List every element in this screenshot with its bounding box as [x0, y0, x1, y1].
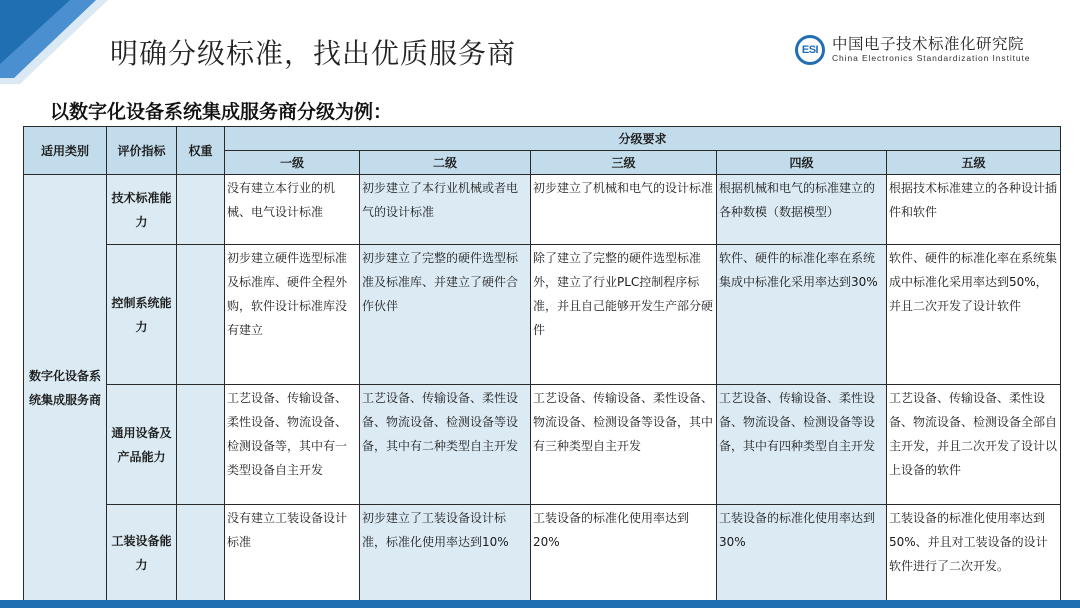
header-requirements: 分级要求	[225, 127, 1061, 151]
header-level-1: 一级	[225, 151, 360, 175]
weight-cell	[177, 245, 225, 385]
table-row	[24, 385, 1061, 505]
logo-name-en: China Electronics Standardization Institute	[832, 53, 1031, 63]
level-3-cell: 工装设备的标准化使用率达到20%	[531, 505, 717, 601]
header-indicator: 评价指标	[107, 127, 177, 175]
level-3-cell: 工艺设备、传输设备、柔性设备、物流设备、检测设备等设备，其中有三种类型自主开发	[531, 385, 717, 505]
category-cell: 数字化设备系统集成服务商	[24, 175, 107, 601]
corner-accent-decoration	[0, 0, 120, 88]
weight-cell	[177, 505, 225, 601]
table-row	[24, 505, 1061, 601]
header-weight: 权重	[177, 127, 225, 175]
logo-mark-text: ESI	[801, 44, 819, 56]
level-5-cell: 工艺设备、传输设备、柔性设备、物流设备、检测设备全部自主开发，并且二次开发了设计以上设备的软件	[887, 385, 1061, 505]
indicator-cell: 技术标准能力	[107, 175, 177, 245]
header-level-2: 二级	[360, 151, 531, 175]
header-level-3: 三级	[531, 151, 717, 175]
level-3-cell: 初步建立了机械和电气的设计标准	[531, 175, 717, 245]
header-category: 适用类别	[24, 127, 107, 175]
slide-title: 明确分级标准，找出优质服务商	[110, 37, 517, 70]
level-1-cell: 没有建立本行业的机械、电气设计标准	[225, 175, 360, 245]
level-4-cell: 根据机械和电气的标准建立的各种数模（数据模型）	[717, 175, 887, 245]
level-5-cell: 根据技术标准建立的各种设计插件和软件	[887, 175, 1061, 245]
slide-subtitle: 以数字化设备系统集成服务商分级为例：	[50, 101, 393, 123]
level-2-cell: 初步建立了工装设备设计标准，标准化使用率达到10%	[360, 505, 531, 601]
level-5-cell: 软件、硬件的标准化率在系统集成中标准化采用率达到50%，并且二次开发了设计软件	[887, 245, 1061, 385]
esi-logo-icon	[795, 35, 825, 65]
header-level-5: 五级	[887, 151, 1061, 175]
header-level-4: 四级	[717, 151, 887, 175]
level-2-cell: 工艺设备、传输设备、柔性设备、物流设备、检测设备等设备，其中有二种类型自主开发	[360, 385, 531, 505]
bottom-accent-bar	[0, 600, 1080, 608]
institute-logo	[795, 35, 1030, 65]
grading-table-wrapper	[23, 126, 1060, 600]
level-4-cell: 软件、硬件的标准化率在系统集成中标准化采用率达到30%	[717, 245, 887, 385]
level-1-cell: 没有建立工装设备设计标准	[225, 505, 360, 601]
level-1-cell: 工艺设备、传输设备、柔性设备、物流设备、检测设备等，其中有一类型设备自主开发	[225, 385, 360, 505]
logo-name-cn: 中国电子技术标准化研究院	[832, 35, 1025, 53]
indicator-cell: 控制系统能力	[107, 245, 177, 385]
level-3-cell: 除了建立了完整的硬件选型标准外，建立了行业PLC控制程序标准，并且自己能够开发生产部分硬件	[531, 245, 717, 385]
weight-cell	[177, 385, 225, 505]
level-4-cell: 工装设备的标准化使用率达到30%	[717, 505, 887, 601]
weight-cell	[177, 175, 225, 245]
indicator-cell: 通用设备及产品能力	[107, 385, 177, 505]
indicator-cell: 工装设备能力	[107, 505, 177, 601]
level-4-cell: 工艺设备、传输设备、柔性设备、物流设备、检测设备等设备，其中有四种类型自主开发	[717, 385, 887, 505]
grading-table	[23, 126, 1061, 601]
level-5-cell: 工装设备的标准化使用率达到50%、并且对工装设备的设计软件进行了二次开发。	[887, 505, 1061, 601]
level-2-cell: 初步建立了完整的硬件选型标准及标准库、并建立了硬件合作伙伴	[360, 245, 531, 385]
logo-text	[832, 36, 1030, 64]
header-row-top	[24, 127, 1061, 151]
level-2-cell: 初步建立了本行业机械或者电气的设计标准	[360, 175, 531, 245]
table-row	[24, 175, 1061, 245]
level-1-cell: 初步建立硬件选型标准及标准库、硬件全程外购，软件设计标准库没有建立	[225, 245, 360, 385]
table-row	[24, 245, 1061, 385]
